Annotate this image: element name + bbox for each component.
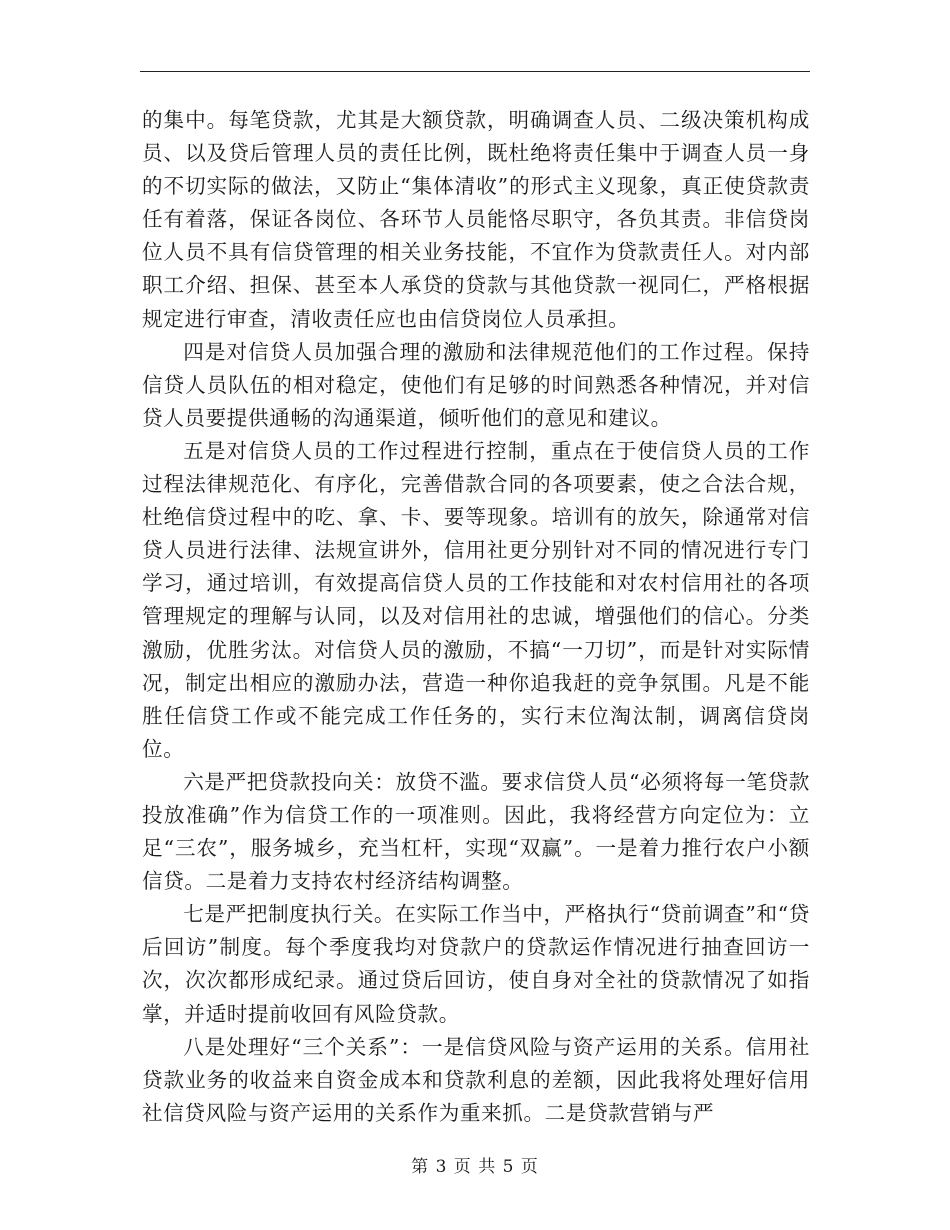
- paragraph-4: 六是严把贷款投向关：放贷不滥。要求信贷人员“必须将每一笔贷款投放准确”作为信贷工作的一项准则。因此，我将经营方向定位为：立足“三农”，服务城乡，充当杠杆，实现“双赢”。一是着力推行农户小额信贷。二是着力支持农村经济结构调整。: [142, 769, 810, 894]
- header-rule: [140, 71, 810, 72]
- document-body: [142, 104, 810, 1130]
- paragraph-1: 的集中。每笔贷款，尤其是大额贷款，明确调查人员、二级决策机构成员、以及贷后管理人员的责任比例，既杜绝将责任集中于调查人员一身的不切实际的做法，又防止“集体清收”的形式主义现象，真正使贷款责任有着落，保证各岗位、各环节人员能恪尽职守，各负其责。非信贷岗位人员不具有信贷管理的相关业务技能，不宜作为贷款责任人。对内部职工介绍、担保、甚至本人承贷的贷款与其他贷款一视同仁，严格根据规定进行审查，清收责任应也由信贷岗位人员承担。: [142, 108, 810, 331]
- paragraph-6: 八是处理好“三个关系”：一是信贷风险与资产运用的关系。信用社贷款业务的收益来自资金成本和贷款利息的差额，因此我将处理好信用社信贷风险与资产运用的关系作为重来抓。二是贷款营销与严: [142, 1034, 810, 1125]
- paragraph-2: 四是对信贷人员加强合理的激励和法律规范他们的工作过程。保持信贷人员队伍的相对稳定，使他们有足够的时间熟悉各种情况，并对信贷人员要提供通畅的沟通渠道，倾听他们的意见和建议。: [142, 339, 810, 430]
- page-number-footer: 第 3 页 共 5 页: [411, 1157, 539, 1177]
- paragraph-3: 五是对信贷人员的工作过程进行控制，重点在于使信贷人员的工作过程法律规范化、有序化，完善借款合同的各项要素，使之合法合规，杜绝信贷过程中的吃、拿、卡、要等现象。培训有的放矢，除通常对信贷人员进行法律、法规宣讲外，信用社更分别针对不同的情况进行专门学习，通过培训，有效提高信贷人员的工作技能和对农村信用社的各项管理规定的理解与认同，以及对信用社的忠诚，增强他们的信心。分类激励，优胜劣汰。对信贷人员的激励，不搞“一刀切”，而是针对实际情况，制定出相应的激励办法，营造一种你追我赶的竞争氛围。凡是不能胜任信贷工作或不能完成工作任务的，实行末位淘汰制，调离信贷岗位。: [142, 438, 810, 761]
- paragraph-5: 七是严把制度执行关。在实际工作当中，严格执行“贷前调查”和“贷后回访”制度。每个季度我均对贷款户的贷款运作情况进行抽查回访一次，次次都形成纪录。通过贷后回访，使自身对全社的贷款情况了如指掌，并适时提前收回有风险贷款。: [142, 902, 810, 1026]
